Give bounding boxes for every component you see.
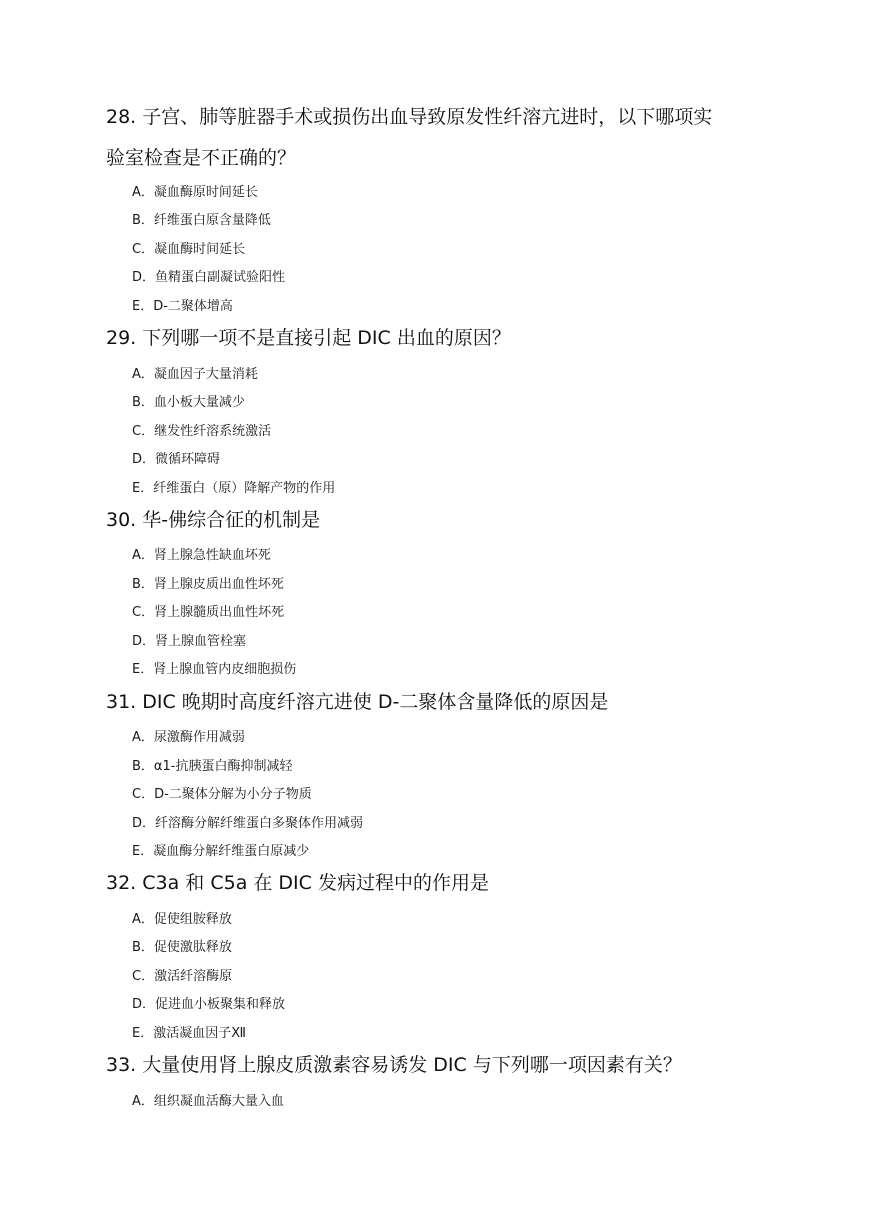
question-32-title: 32. C3a 和 C5a 在 DIC 发病过程中的作用是 <box>106 872 489 894</box>
question-29-option-b: B．血小板大量减少 <box>132 395 245 410</box>
question-29-option-c: C．继发性纤溶系统激活 <box>132 424 272 439</box>
question-30-option-c: C．肾上腺髓质出血性坏死 <box>132 605 285 620</box>
question-31-option-d: D．纤溶酶分解纤维蛋白多聚体作用减弱 <box>132 816 364 831</box>
question-28-option-b: B．纤维蛋白原含量降低 <box>132 213 271 228</box>
question-30-option-b: B．肾上腺皮质出血性坏死 <box>132 577 284 592</box>
question-29-title: 29. 下列哪一项不是直接引起 DIC 出血的原因？ <box>106 327 511 349</box>
question-31-option-c: C．D-二聚体分解为小分子物质 <box>132 787 312 802</box>
question-28-option-a: A．凝血酶原时间延长 <box>132 185 258 200</box>
question-31-option-a: A．尿激酶作用减弱 <box>132 730 245 745</box>
question-32-option-d: D．促进血小板聚集和释放 <box>132 997 286 1012</box>
question-31-option-b: B．α1-抗胰蛋白酶抑制减轻 <box>132 759 293 774</box>
question-32-option-e: E．激活凝血因子Ⅻ <box>132 1026 246 1041</box>
question-28-title-line1: 28. 子宫、肺等脏器手术或损伤出血导致原发性纤溶亢进时，以下哪项实 <box>106 106 713 128</box>
question-29-option-e: E．纤维蛋白（原）降解产物的作用 <box>132 481 336 496</box>
question-32-option-c: C．激活纤溶酶原 <box>132 969 233 984</box>
question-30-option-d: D．肾上腺血管栓塞 <box>132 634 247 649</box>
question-30-option-a: A．肾上腺急性缺血坏死 <box>132 548 271 563</box>
question-29-option-d: D．微循环障碍 <box>132 452 221 467</box>
question-31-option-e: E．凝血酶分解纤维蛋白原减少 <box>132 844 310 859</box>
question-33-title: 33. 大量使用肾上腺皮质激素容易诱发 DIC 与下列哪一项因素有关？ <box>106 1054 682 1076</box>
question-33-option-a: A．组织凝血活酶大量入血 <box>132 1094 284 1109</box>
question-32-option-a: A．促使组胺释放 <box>132 912 232 927</box>
question-28-option-d: D．鱼精蛋白副凝试验阳性 <box>132 270 286 285</box>
question-28-option-c: C．凝血酶时间延长 <box>132 242 246 257</box>
question-30-title: 30. 华-佛综合征的机制是 <box>106 509 321 531</box>
question-30-option-e: E．肾上腺血管内皮细胞损伤 <box>132 662 297 677</box>
question-32-option-b: B．促使激肽释放 <box>132 940 232 955</box>
question-28-option-e: E．D-二聚体增高 <box>132 299 233 314</box>
question-31-title: 31. DIC 晚期时高度纤溶亢进使 D-二聚体含量降低的原因是 <box>106 691 609 713</box>
question-29-option-a: A．凝血因子大量消耗 <box>132 367 258 382</box>
question-28-title-line2: 验室检查是不正确的？ <box>106 147 297 169</box>
